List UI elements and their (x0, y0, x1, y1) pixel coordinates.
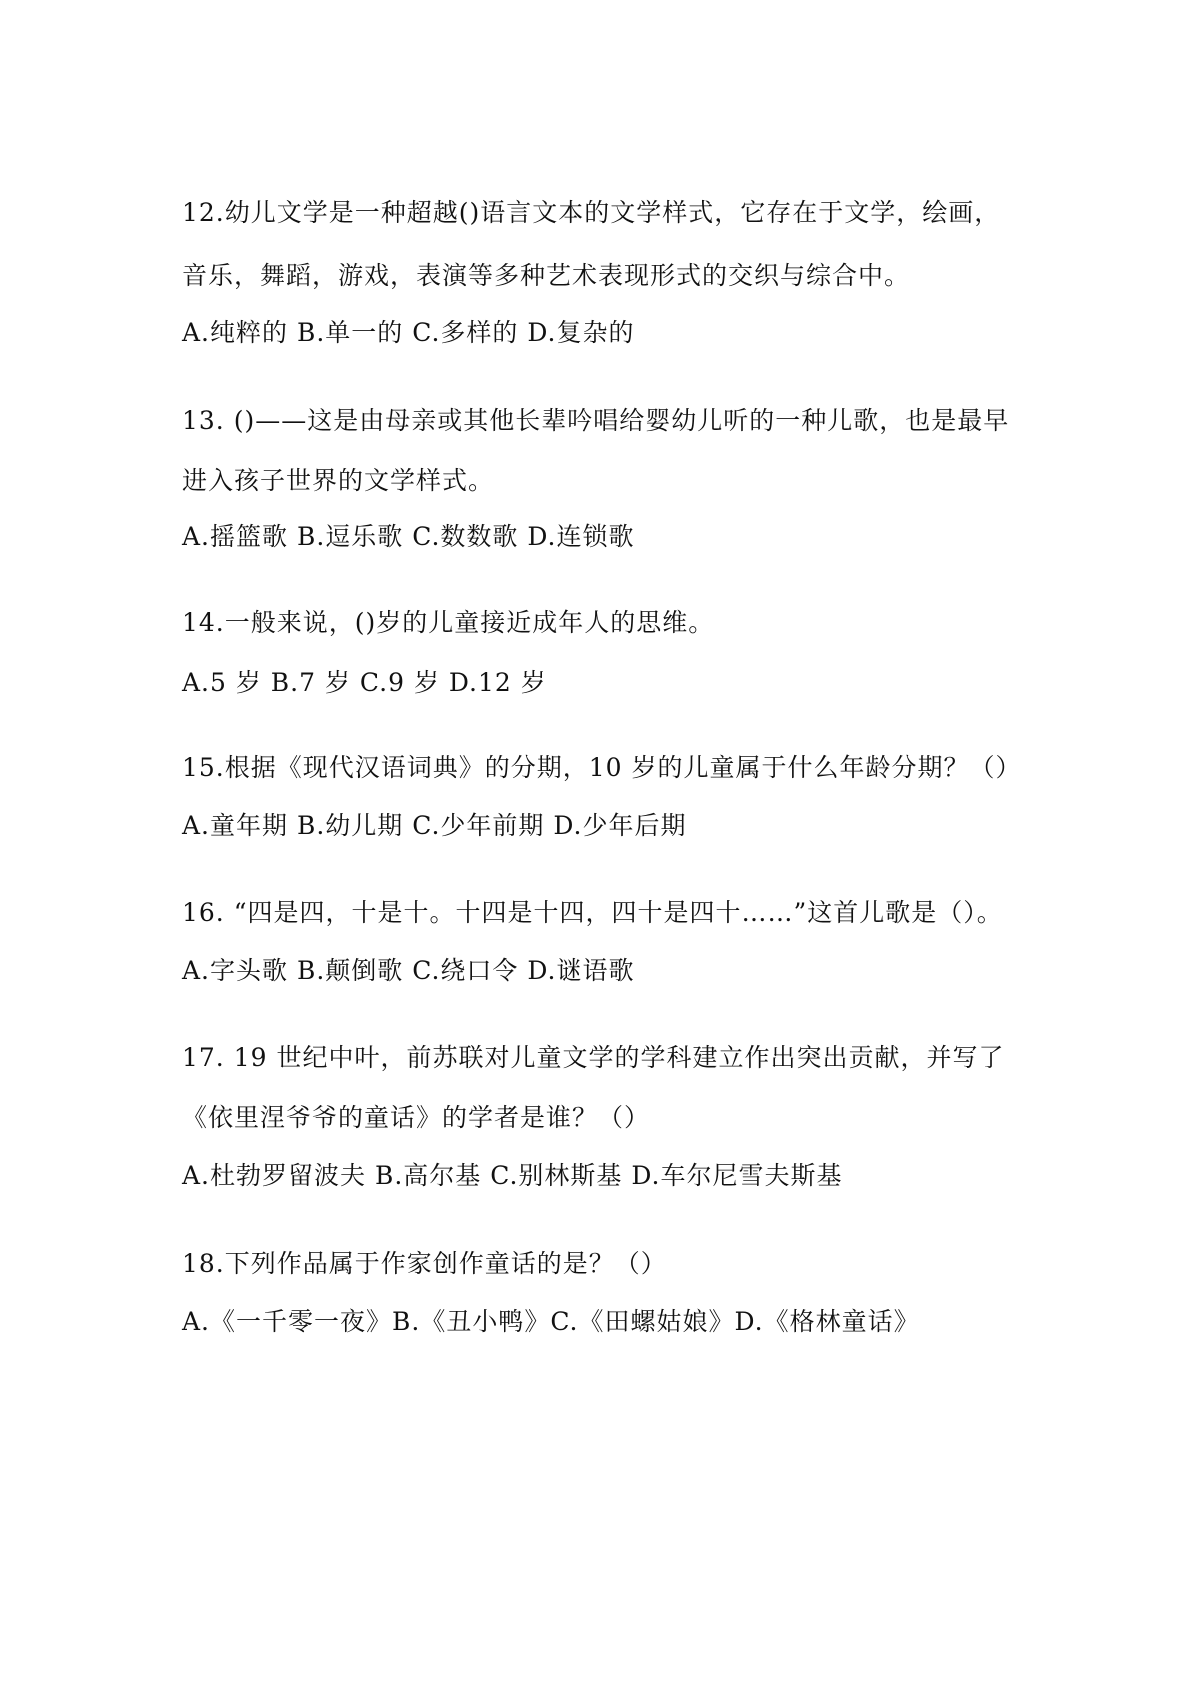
q17-stem-line-2: 《依里涅爷爷的童话》的学者是谁？（） (182, 1103, 651, 1132)
q14-options: A.5 岁 B.7 岁 C.9 岁 D.12 岁 (182, 668, 547, 697)
q12-options: A.纯粹的 B.单一的 C.多样的 D.复杂的 (182, 318, 635, 347)
q12-stem-line-1: 12.幼儿文学是一种超越()语言文本的文学样式，它存在于文学，绘画， (182, 198, 1001, 227)
q13-stem-line-1: 13. ()——这是由母亲或其他长辈吟唱给婴幼儿听的一种儿歌，也是最早 (182, 406, 1010, 435)
q17-options: A.杜勃罗留波夫 B.高尔基 C.别林斯基 D.车尔尼雪夫斯基 (182, 1161, 843, 1190)
q13-options: A.摇篮歌 B.逗乐歌 C.数数歌 D.连锁歌 (182, 522, 635, 551)
q13-stem-line-2: 进入孩子世界的文学样式。 (182, 466, 495, 495)
q12-stem-line-2: 音乐，舞蹈，游戏，表演等多种艺术表现形式的交织与综合中。 (182, 261, 911, 290)
q16-options: A.字头歌 B.颠倒歌 C.绕口令 D.谜语歌 (182, 956, 635, 985)
q18-stem-line-1: 18.下列作品属于作家创作童话的是？（） (182, 1249, 667, 1278)
q16-stem-line-1: 16. “四是四，十是十。十四是十四，四十是四十……”这首儿歌是（）。 (182, 898, 1003, 927)
q15-stem-line-1: 15.根据《现代汉语词典》的分期，10 岁的儿童属于什么年龄分期？（） (182, 753, 1022, 782)
q15-options: A.童年期 B.幼儿期 C.少年前期 D.少年后期 (182, 811, 687, 840)
q18-options: A.《一千零一夜》B.《丑小鸭》C.《田螺姑娘》D.《格林童话》 (182, 1307, 920, 1336)
q17-stem-line-1: 17. 19 世纪中叶，前苏联对儿童文学的学科建立作出突出贡献，并写了 (182, 1043, 1005, 1072)
q14-stem-line-1: 14.一般来说，()岁的儿童接近成年人的思维。 (182, 608, 715, 637)
